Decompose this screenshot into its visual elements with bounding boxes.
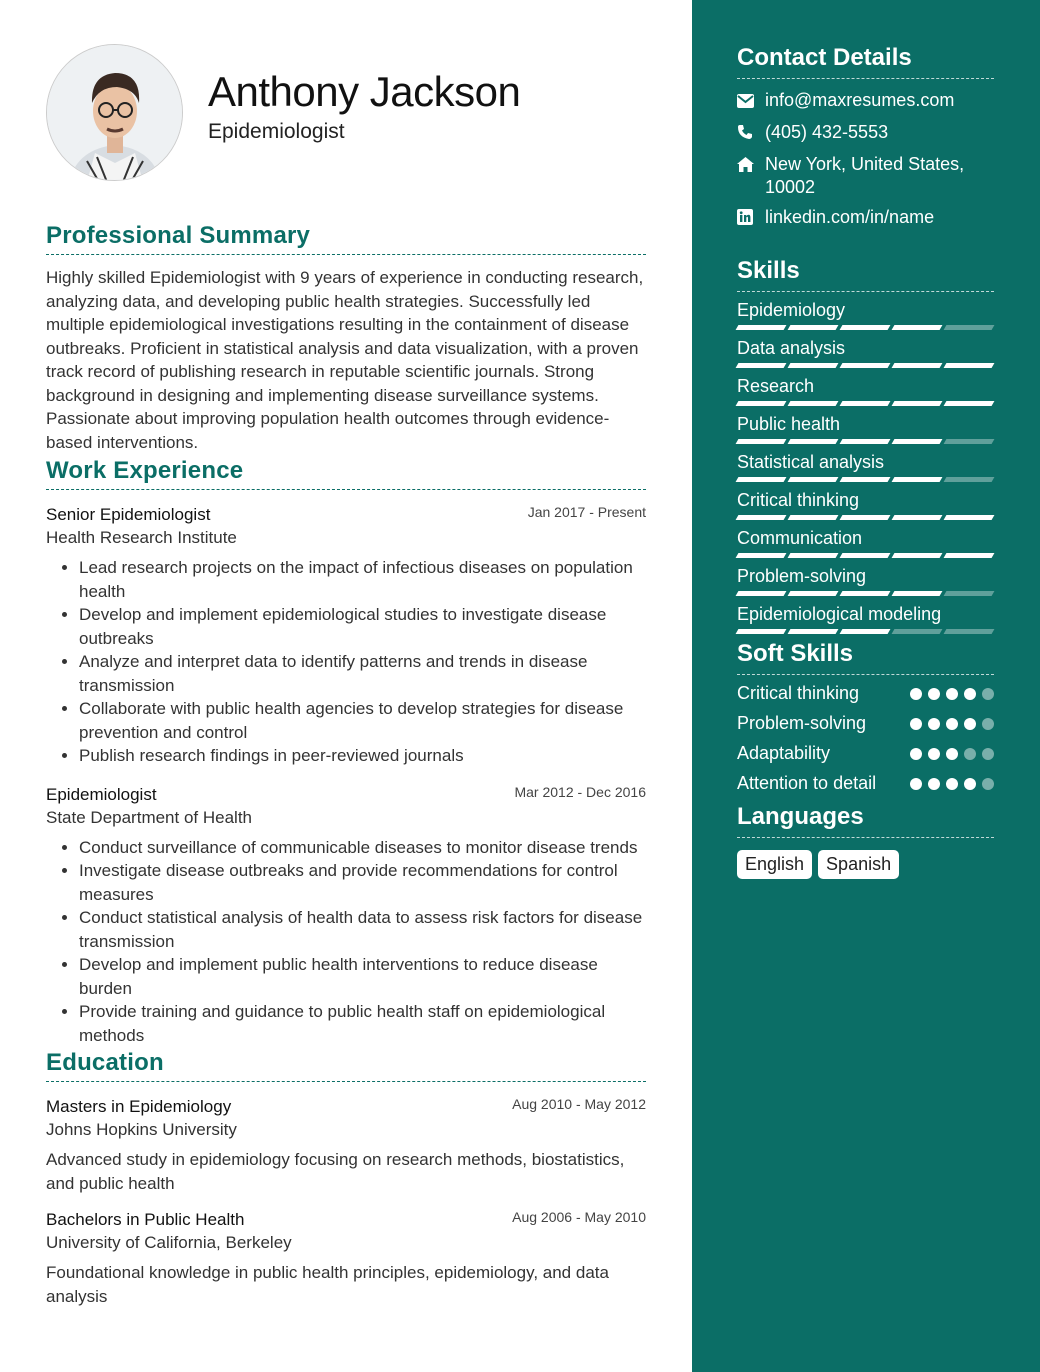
skill-level-segment xyxy=(944,591,995,596)
skill-level-segment xyxy=(892,515,943,520)
skill-level-segment xyxy=(892,591,943,596)
skill-level-segment xyxy=(788,477,839,482)
rating-dot xyxy=(946,688,958,700)
rating-dot xyxy=(928,718,940,730)
rating-dot xyxy=(982,718,994,730)
skill-level-bar xyxy=(737,553,993,558)
skill-level-bar xyxy=(737,325,993,330)
soft-skill-item xyxy=(737,712,994,735)
rating-dot xyxy=(982,778,994,790)
skill-item xyxy=(737,299,994,330)
skill-level-segment xyxy=(736,629,787,634)
education-entry xyxy=(46,1096,646,1195)
soft-skill-rating xyxy=(910,772,994,790)
phone-icon xyxy=(737,121,765,146)
skill-item xyxy=(737,413,994,444)
soft-skill-rating xyxy=(910,682,994,700)
skill-name: Data analysis xyxy=(737,338,846,358)
skill-item xyxy=(737,527,994,558)
skill-level-segment xyxy=(788,325,839,330)
skill-level-segment xyxy=(788,629,839,634)
job-date: Jan 2017 - Present xyxy=(527,504,646,520)
education-description: Foundational knowledge in public health principles, epidemiology, and data analysis xyxy=(46,1263,609,1306)
skill-level-bar xyxy=(737,477,993,482)
skill-level-segment xyxy=(892,553,943,558)
degree-title: Bachelors in Public Health xyxy=(46,1210,245,1229)
education-description: Advanced study in epidemiology focusing on research methods, biostatistics, and public health xyxy=(46,1150,625,1193)
soft-skill-rating xyxy=(910,742,994,760)
skill-level-segment xyxy=(736,591,787,596)
summary-section xyxy=(46,222,646,454)
contact-linkedin-text: linkedin.com/in/name xyxy=(765,207,935,227)
education-heading: Education xyxy=(46,1049,646,1082)
skill-name: Critical thinking xyxy=(737,490,860,510)
avatar xyxy=(46,44,183,181)
skill-level-segment xyxy=(840,325,891,330)
skill-name: Problem-solving xyxy=(737,566,867,586)
skill-level-segment xyxy=(892,325,943,330)
skill-level-segment xyxy=(892,629,943,634)
skill-level-bar xyxy=(737,439,993,444)
job-entry xyxy=(46,504,646,768)
language-badge: Spanish xyxy=(818,850,899,879)
job-title: Senior Epidemiologist xyxy=(46,505,211,524)
skill-item xyxy=(737,489,994,520)
job-date: Mar 2012 - Dec 2016 xyxy=(514,783,646,800)
skill-level-segment xyxy=(944,553,995,558)
skill-level-segment xyxy=(944,477,995,482)
job-organization: Health Research Institute xyxy=(46,528,237,547)
skill-level-bar xyxy=(737,591,993,596)
rating-dot xyxy=(928,688,940,700)
skill-level-segment xyxy=(736,401,787,406)
skill-item xyxy=(737,337,994,368)
work-section xyxy=(46,457,646,1047)
home-icon xyxy=(737,153,765,199)
contact-address xyxy=(737,153,994,199)
language-badge: English xyxy=(737,850,812,879)
job-bullet: • Conduct statistical analysis of health data to assess risk factors for disease transmission xyxy=(79,906,646,953)
skill-level-segment xyxy=(944,325,995,330)
skill-level-segment xyxy=(736,439,787,444)
skill-level-segment xyxy=(892,477,943,482)
rating-dot xyxy=(928,778,940,790)
contact-email[interactable] xyxy=(737,89,994,114)
soft-skills-heading: Soft Skills xyxy=(737,640,994,675)
skill-level-segment xyxy=(788,515,839,520)
candidate-name: Anthony Jackson xyxy=(208,68,521,115)
skill-item xyxy=(737,451,994,482)
rating-dot xyxy=(946,748,958,760)
skills-heading: Skills xyxy=(737,257,994,292)
job-bullet: • Lead research projects on the impact of infectious diseases on population health xyxy=(79,556,646,603)
skill-level-bar xyxy=(737,515,993,520)
soft-skill-item xyxy=(737,742,994,765)
soft-skill-name: Problem-solving xyxy=(737,713,867,733)
education-date: Aug 2010 - May 2012 xyxy=(512,1096,646,1112)
skills-list xyxy=(737,299,994,634)
contact-linkedin[interactable] xyxy=(737,206,994,231)
education-entry xyxy=(46,1209,646,1308)
skill-level-segment xyxy=(840,515,891,520)
languages-heading: Languages xyxy=(737,803,994,838)
soft-skill-rating xyxy=(910,712,994,730)
skill-level-segment xyxy=(788,363,839,368)
education-date: Aug 2006 - May 2010 xyxy=(512,1209,646,1225)
skill-level-segment xyxy=(840,477,891,482)
rating-dot xyxy=(928,748,940,760)
skill-level-bar xyxy=(737,629,993,634)
soft-skills-list xyxy=(737,682,994,795)
rating-dot xyxy=(910,778,922,790)
skill-level-segment xyxy=(840,401,891,406)
rating-dot xyxy=(982,688,994,700)
contact-list xyxy=(737,89,994,231)
skill-level-segment xyxy=(892,401,943,406)
skill-level-segment xyxy=(944,363,995,368)
rating-dot xyxy=(964,778,976,790)
rating-dot xyxy=(946,778,958,790)
rating-dot xyxy=(964,748,976,760)
contact-heading: Contact Details xyxy=(737,44,994,79)
skill-item xyxy=(737,565,994,596)
rating-dot xyxy=(910,748,922,760)
skill-level-segment xyxy=(788,439,839,444)
envelope-icon xyxy=(737,89,765,114)
candidate-role: Epidemiologist xyxy=(208,120,345,143)
contact-address-text: New York, United States, 10002 xyxy=(765,154,965,197)
job-entry xyxy=(46,784,646,1048)
job-bullet: • Conduct surveillance of communicable diseases to monitor disease trends xyxy=(79,836,646,860)
job-bullets xyxy=(46,556,646,768)
skill-level-segment xyxy=(840,629,891,634)
rating-dot xyxy=(964,718,976,730)
skill-name: Statistical analysis xyxy=(737,452,885,472)
sidebar xyxy=(692,0,1040,1372)
school-name: University of California, Berkeley xyxy=(46,1233,292,1252)
soft-skill-item xyxy=(737,682,994,705)
skill-level-bar xyxy=(737,401,993,406)
job-bullet: • Develop and implement epidemiological studies to investigate disease outbreaks xyxy=(79,603,646,650)
skill-level-segment xyxy=(944,439,995,444)
job-bullet: • Provide training and guidance to public health staff on epidemiological methods xyxy=(79,1000,646,1047)
soft-skill-item xyxy=(737,772,994,795)
rating-dot xyxy=(964,688,976,700)
degree-title: Masters in Epidemiology xyxy=(46,1097,232,1116)
skill-name: Communication xyxy=(737,528,863,548)
skill-level-segment xyxy=(736,325,787,330)
soft-skill-name: Attention to detail xyxy=(737,773,877,793)
contact-phone-text: (405) 432-5553 xyxy=(765,122,889,142)
contact-phone[interactable] xyxy=(737,121,994,146)
resume-header xyxy=(46,0,646,222)
skill-level-segment xyxy=(840,591,891,596)
summary-heading: Professional Summary xyxy=(46,222,646,255)
skill-level-segment xyxy=(736,515,787,520)
skill-level-segment xyxy=(892,439,943,444)
soft-skill-name: Critical thinking xyxy=(737,683,860,703)
skill-level-segment xyxy=(840,439,891,444)
skill-level-segment xyxy=(892,363,943,368)
job-title: Epidemiologist xyxy=(46,784,157,804)
languages-list xyxy=(737,850,994,879)
skill-level-segment xyxy=(788,553,839,558)
education-section xyxy=(46,1049,646,1308)
job-bullet: • Develop and implement public health interventions to reduce disease burden xyxy=(79,953,646,1000)
skill-name: Public health xyxy=(737,414,841,434)
skill-level-segment xyxy=(736,553,787,558)
skill-level-segment xyxy=(736,363,787,368)
skill-item xyxy=(737,603,994,634)
soft-skill-name: Adaptability xyxy=(737,743,831,763)
skill-item xyxy=(737,375,994,406)
job-bullet: • Investigate disease outbreaks and provide recommendations for control measures xyxy=(79,859,646,906)
job-bullet: • Analyze and interpret data to identify patterns and trends in disease transmission xyxy=(79,650,646,697)
skill-level-segment xyxy=(788,401,839,406)
summary-text: Highly skilled Epidemiologist with 9 years of experience in conducting research, analyzing data, and developing public health strategies. Successfully led multiple epidemiological investigations resulting in the containment of disease outbreaks. Proficient in statistical analysis and data visualization, with a proven track record of publishing research in reputable scientific journals. Strong background in designing and implementing disease surveillance systems. Passionate about improving population health outcomes through evidence-based interventions. xyxy=(46,268,644,452)
work-heading: Work Experience xyxy=(46,457,646,490)
school-name: Johns Hopkins University xyxy=(46,1120,237,1139)
skill-level-segment xyxy=(840,363,891,368)
skill-level-segment xyxy=(788,591,839,596)
skill-level-segment xyxy=(944,401,995,406)
skill-level-segment xyxy=(944,629,995,634)
job-organization: State Department of Health xyxy=(46,807,253,827)
rating-dot xyxy=(910,718,922,730)
job-bullet: • Publish research findings in peer-reviewed journals xyxy=(79,744,646,768)
rating-dot xyxy=(910,688,922,700)
linkedin-icon xyxy=(737,206,765,231)
rating-dot xyxy=(982,748,994,760)
job-bullet: • Collaborate with public health agencies to develop strategies for disease prevention and control xyxy=(79,697,646,744)
skill-level-segment xyxy=(840,553,891,558)
skill-name: Epidemiological modeling xyxy=(737,604,942,624)
skill-level-bar xyxy=(737,363,993,368)
job-bullets xyxy=(46,836,646,1048)
skill-level-segment xyxy=(944,515,995,520)
skill-name: Epidemiology xyxy=(737,300,846,320)
rating-dot xyxy=(946,718,958,730)
contact-email-text: info@maxresumes.com xyxy=(765,90,955,110)
skill-name: Research xyxy=(737,376,815,396)
skill-level-segment xyxy=(736,477,787,482)
